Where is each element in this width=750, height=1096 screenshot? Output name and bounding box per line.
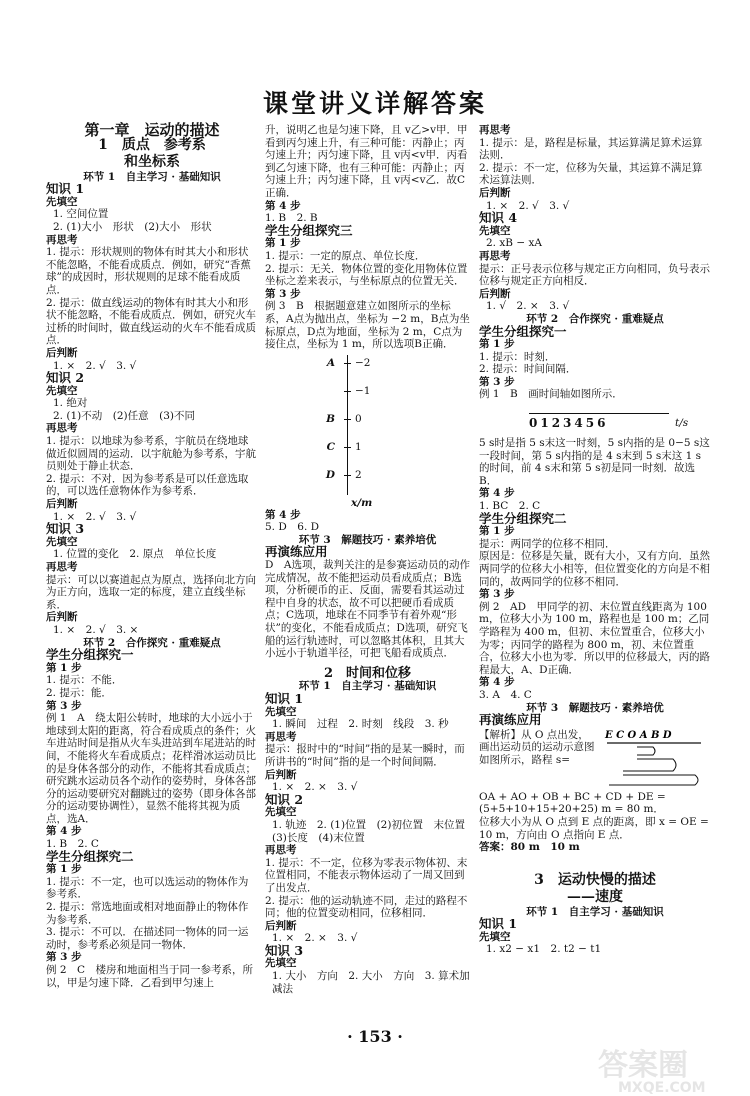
answer-text: 2. 提示：时间间隔． xyxy=(479,363,577,376)
label: 第 1 步 xyxy=(479,338,515,351)
segment-heading: 环节 1 自主学习 · 基础知识 xyxy=(526,905,664,918)
axis-tick-label: −1 xyxy=(355,384,371,397)
answer-text: 2. 提示：不对．因为参考系是可以任意选取的，可以选任意物体作为参考系． xyxy=(46,472,249,498)
answer-text: 1. 提示：是，路程是标量，其运算满足算术运算法则． xyxy=(479,136,703,162)
label: 第 4 步 xyxy=(46,825,82,838)
knowledge-heading: 知识 2 xyxy=(265,791,304,807)
label: 再思考 xyxy=(46,561,78,573)
answer-text: 例 2 AD 甲同学的初、末位置直线距离为 100 m，位移大小为 100 m，路程也是 100 m；乙同学路程为 400 m，但初、末位置重合，位移大小为零；丙同学的路程为 800 m，初、末位置重合，位移大小也为零．所以甲的位移最大，丙的路程最大，A、D正确． xyxy=(479,600,710,676)
path-point-labels: E C O A B D xyxy=(605,729,672,741)
label: 再思考 xyxy=(46,233,78,246)
axis-tick-label: 0 xyxy=(355,412,362,425)
section-title: 2 时间和位移 xyxy=(323,665,412,681)
column-right xyxy=(479,124,711,994)
axis-point-label: D xyxy=(325,468,335,481)
watermark-url: MXQE.COM xyxy=(618,1080,706,1096)
segment-heading: 环节 2 合作探究 · 重难疑点 xyxy=(526,312,664,325)
answer-text: OA + AO + OB + BC + CD + DE = (5+5+10+15+20+25) m = 80 m． xyxy=(479,790,666,816)
answer-text: 1. 提示：形状规则的物体有时其大小和形状不能忽略，不能看成质点．例如，研究“香蕉球”的成因时，形状规则的足球不能看成质点． xyxy=(46,246,251,296)
label: 第 3 步 xyxy=(265,287,301,300)
segment-heading: 环节 2 合作探究 · 重难疑点 xyxy=(83,636,221,649)
axis-tick xyxy=(344,391,351,393)
group-heading: 学生分组探究一 xyxy=(46,647,134,663)
answer-text: 例 1 B 画时间轴如图所示． xyxy=(479,388,623,401)
answer-text: 2. (1)大小 形状 (2)大小 形状 xyxy=(53,220,212,233)
group-heading: 再演练应用 xyxy=(479,712,542,728)
time-axis-line xyxy=(529,413,669,414)
answer-text: 1. B 2. C xyxy=(46,838,99,851)
segment-heading: 环节 3 解题技巧 · 素养培优 xyxy=(298,533,437,546)
label: 先填空 xyxy=(479,930,511,943)
answer-text: 3. 提示：不可以．在描述同一物体的同一运动时，参考系必须是同一物体． xyxy=(46,926,249,951)
answer-text: 例 2 C 楼房和地面相当于同一参考系，所以，甲是匀速下降．乙看到甲匀速上 xyxy=(46,964,254,989)
answer-text: 2. 提示：常选地面或相对地面静止的物体作为参考系． xyxy=(46,901,249,926)
answer-text: 1. 提示：不一定，也可以选运动的物体作为参考系． xyxy=(46,875,249,901)
axis-tick xyxy=(344,419,351,421)
label: 后判断 xyxy=(46,498,78,511)
label: 第 4 步 xyxy=(265,508,301,521)
time-axis-ticks: 0123456 xyxy=(529,416,609,431)
time-axis-diagram xyxy=(529,403,711,435)
group-heading: 学生分组探究二 xyxy=(479,510,567,526)
label: 后判断 xyxy=(265,768,297,781)
chapter-title: 第一章 运动的描述 xyxy=(84,121,220,139)
axis-tick xyxy=(344,363,351,365)
answer-text: 1. × 2. √ 3. √ xyxy=(486,199,570,212)
answer-text: 【解析】从 O 点出发，画出运动员的运动示意图如图所示，路程 s= xyxy=(479,728,595,766)
label: 第 4 步 xyxy=(479,487,515,500)
watermark xyxy=(598,1040,733,1096)
axis-unit: x/m xyxy=(351,496,373,509)
section-title: 3 运动快慢的描述 ——速度 xyxy=(534,871,656,905)
answer-text: 2. 提示：他的运动轨迹不同，走过的路程不同；他的位置变动相同，位移相同． xyxy=(265,894,468,920)
label: 先填空 xyxy=(46,195,78,208)
axis-line xyxy=(347,355,348,495)
label: 后判断 xyxy=(479,186,511,199)
watermark-logo: 答案圈 xyxy=(598,1048,688,1083)
segment-heading: 环节 1 自主学习 · 基础知识 xyxy=(298,680,437,693)
answer-text: 提示：两同学的位移不相同． xyxy=(479,537,616,550)
label: 再思考 xyxy=(479,249,511,262)
answer-text: 提示：报时中的“时间”指的是某一瞬时，而所讲书的“时间”指的是一个时间间隔． xyxy=(265,743,465,768)
segment-heading: 环节 3 解题技巧 · 素养培优 xyxy=(526,701,664,714)
answer-result: 答案：80 m 10 m xyxy=(479,841,580,854)
answer-text: 2. 提示：无关．物体位置的变化用物体位置坐标之差来表示，与坐标原点的位置无关． xyxy=(265,262,468,288)
label: 先填空 xyxy=(46,384,78,397)
label: 再思考 xyxy=(265,730,297,743)
coordinate-axis-diagram xyxy=(295,355,470,509)
label: 第 1 步 xyxy=(479,525,515,538)
answer-text: 1. BC 2. C xyxy=(479,500,541,513)
answer-text: 2. xB − xA xyxy=(486,237,542,250)
knowledge-heading: 知识 1 xyxy=(479,916,518,932)
answer-text: 2. (1)不动 (2)任意 (3)不同 xyxy=(53,409,195,422)
answer-text: 1. 提示：一定的原点、单位长度． xyxy=(265,249,426,262)
answer-text: 1. × 2. × 3. √ xyxy=(272,932,358,945)
label: 再思考 xyxy=(265,844,297,857)
answer-text: 提示：可以以赛道起点为原点，选择向北方向为正方向，选取一定的标度，建立直线坐标系． xyxy=(46,573,256,611)
answer-text: 5 s时是指 5 s末这一时刻，5 s内指的是 0−5 s这一段时间，第 5 s内指的是 4 s末到 5 s末这 1 s的时间，前 4 s末和第 5 s初是同一时刻．故选B． xyxy=(479,437,710,487)
column-middle xyxy=(265,124,476,995)
axis-point-label: A xyxy=(326,356,335,369)
answer-text: 1. 瞬间 过程 2. 时刻 线段 3. 秒 xyxy=(272,718,449,731)
answer-text: 3. A 4. C xyxy=(479,688,532,701)
label: 先填空 xyxy=(46,535,78,548)
answer-text: 位移大小为从 O 点到 E 点的距离，即 x = OE = 10 m，方向由 O 点指向 E 点． xyxy=(479,815,709,841)
answer-text: 1. 轨迹 2. (1)位置 (2)初位置 末位置 (3)长度 (4)末位置 xyxy=(272,818,476,844)
answer-text: 1. × 2. √ 3. √ xyxy=(53,359,137,372)
answer-text: 2. 提示：能． xyxy=(46,686,112,699)
answer-text: 5. D 6. D xyxy=(265,521,320,534)
label: 再思考 xyxy=(46,422,78,435)
axis-point-label: C xyxy=(326,440,335,453)
label: 第 4 步 xyxy=(265,199,301,212)
knowledge-heading: 知识 4 xyxy=(479,210,518,226)
axis-point-label: B xyxy=(326,412,335,425)
axis-tick-label: 1 xyxy=(355,440,362,453)
label: 第 1 步 xyxy=(265,237,301,250)
group-heading: 学生分组探究三 xyxy=(265,222,353,238)
group-heading: 再演练应用 xyxy=(265,544,328,560)
knowledge-heading: 知识 3 xyxy=(265,942,304,958)
answer-text: 1. B 2. B xyxy=(265,212,318,225)
axis-tick-label: 2 xyxy=(355,468,362,481)
answer-text: 1. x2 − x1 2. t2 − t1 xyxy=(486,943,602,956)
answer-text: 1. × 2. × 3. √ xyxy=(272,781,358,794)
axis-tick-label: −2 xyxy=(355,356,371,369)
answer-text: 1. 提示：时刻． xyxy=(479,350,556,363)
label: 后判断 xyxy=(46,611,78,624)
label: 先填空 xyxy=(265,957,297,970)
axis-tick xyxy=(344,447,351,449)
label: 后判断 xyxy=(46,346,78,359)
answer-text: 1. 位置的变化 2. 原点 单位长度 xyxy=(53,548,217,561)
section-title: 1 质点 参考系 和坐标系 xyxy=(98,136,206,170)
page-title: 课堂讲义详解答案 xyxy=(262,89,487,118)
label: 第 1 步 xyxy=(46,661,82,674)
answer-text: 提示：正号表示位移与规定正方向相同，负号表示位移与规定正方向相反． xyxy=(479,262,710,288)
answer-text: 2. 提示：不一定，位移为矢量，其运算不满足算术运算法则． xyxy=(479,161,703,187)
answer-text: 1. 大小 方向 2. 大小 方向 3. 算术加减法 xyxy=(272,970,470,995)
label: 第 3 步 xyxy=(46,951,82,964)
motion-path-diagram xyxy=(603,729,703,789)
label: 后判断 xyxy=(265,919,297,932)
answer-text: 升，说明乙也是匀速下降，且 v乙>v甲．甲看到丙匀速上升，有三种可能：丙静止；丙匀速上升；丙匀速下降，且 v丙<v甲．丙看到乙匀速下降，也有三种可能：丙静止；丙匀速上升；丙匀速下降，且 v丙<v乙．故C正确． xyxy=(265,124,468,199)
answer-text: 1. 提示：以地球为参考系，宇航员在绕地球做近似圆周的运动．以宇航舱为参考系，宇航员则处于静止状态． xyxy=(46,435,256,473)
group-heading: 学生分组探究二 xyxy=(46,848,134,864)
knowledge-heading: 知识 3 xyxy=(46,521,85,537)
motion-path-figure xyxy=(479,729,711,789)
answer-text: 例 1 A 绕太阳公转时，地球的大小远小于地球到太阳的距离，符合看成质点的条件；火车进站时间是指从火车头进站到车尾进站的时间，不能将火车看成质点；花样滑冰运动员比的是身体各部分的动作，不能将其看成质点；研究跳水运动员各个动作的姿势时，身体各部分的运动要研究对翻跳过的姿势（即身体各部分的运动要协调性），显然不能将其视为质点，选A． xyxy=(46,712,256,825)
label: 第 3 步 xyxy=(479,588,515,601)
label: 先填空 xyxy=(265,705,297,718)
time-axis-unit: t/s xyxy=(675,417,689,430)
answer-text: 1. 提示：不一定，位移为零表示物体初、末位置相同，不能表示物体运动了一周又回到了出发点． xyxy=(265,856,468,894)
answer-text: D A选项，裁判关注的是参赛运动员的动作完成情况，故不能把运动员看成质点；B选项，分析硬币的正、反面，需要看其运动过程中自身的状态，故不可以把硬币看成质点；C选项，地球在不同季节有着外观“形状”的变化，不能看成质点；D选项，研究飞船的运行轨迹时，可以忽略其体积，且其大小远小于轨道半径，可把飞船看成质点． xyxy=(265,559,471,660)
axis-tick xyxy=(344,475,351,477)
group-heading: 学生分组探究一 xyxy=(479,323,567,339)
answer-text: 1. × 2. √ 3. × xyxy=(53,623,139,636)
answer-text: 1. √ 2. × 3. √ xyxy=(486,300,570,313)
label: 第 1 步 xyxy=(46,863,82,876)
knowledge-heading: 知识 1 xyxy=(265,691,304,706)
label: 再思考 xyxy=(479,124,511,136)
answer-text: 1. 绝对 xyxy=(53,397,88,410)
knowledge-heading: 知识 2 xyxy=(46,370,85,386)
answer-text: 1. × 2. √ 3. √ xyxy=(53,510,137,523)
label: 先填空 xyxy=(265,806,297,819)
label: 后判断 xyxy=(479,287,511,300)
column-left xyxy=(46,121,258,989)
knowledge-heading: 知识 1 xyxy=(46,181,85,197)
label: 先填空 xyxy=(479,224,511,237)
answer-text: 例 3 B 根据题意建立如图所示的坐标系，A点为抛出点，坐标为 −2 m，B点为坐标原点，D点为地面，坐标为 2 m，C点为接住点，坐标为 1 m，所以选项B正确． xyxy=(265,300,470,351)
page-number: · 153 · xyxy=(347,1027,403,1046)
answer-text: 原因是：位移是矢量，既有大小，又有方向．虽然两同学的位移大小相等，但位置变化的方向是不相同的，故两同学的位移不相同． xyxy=(479,550,710,588)
segment-heading: 环节 1 自主学习 · 基础知识 xyxy=(83,170,221,183)
label: 第 4 步 xyxy=(479,676,515,689)
label: 第 3 步 xyxy=(479,375,515,388)
answer-text: 1. 提示：不能． xyxy=(46,674,123,687)
answer-text: 2. 提示：做直线运动的物体有时其大小和形状不能忽略，不能看成质点．例如，研究火车过桥的时间时，做直线运动的火车不能看成质点． xyxy=(46,296,256,347)
label: 第 3 步 xyxy=(46,699,82,712)
answer-text: 1. 空间位置 xyxy=(53,208,109,221)
